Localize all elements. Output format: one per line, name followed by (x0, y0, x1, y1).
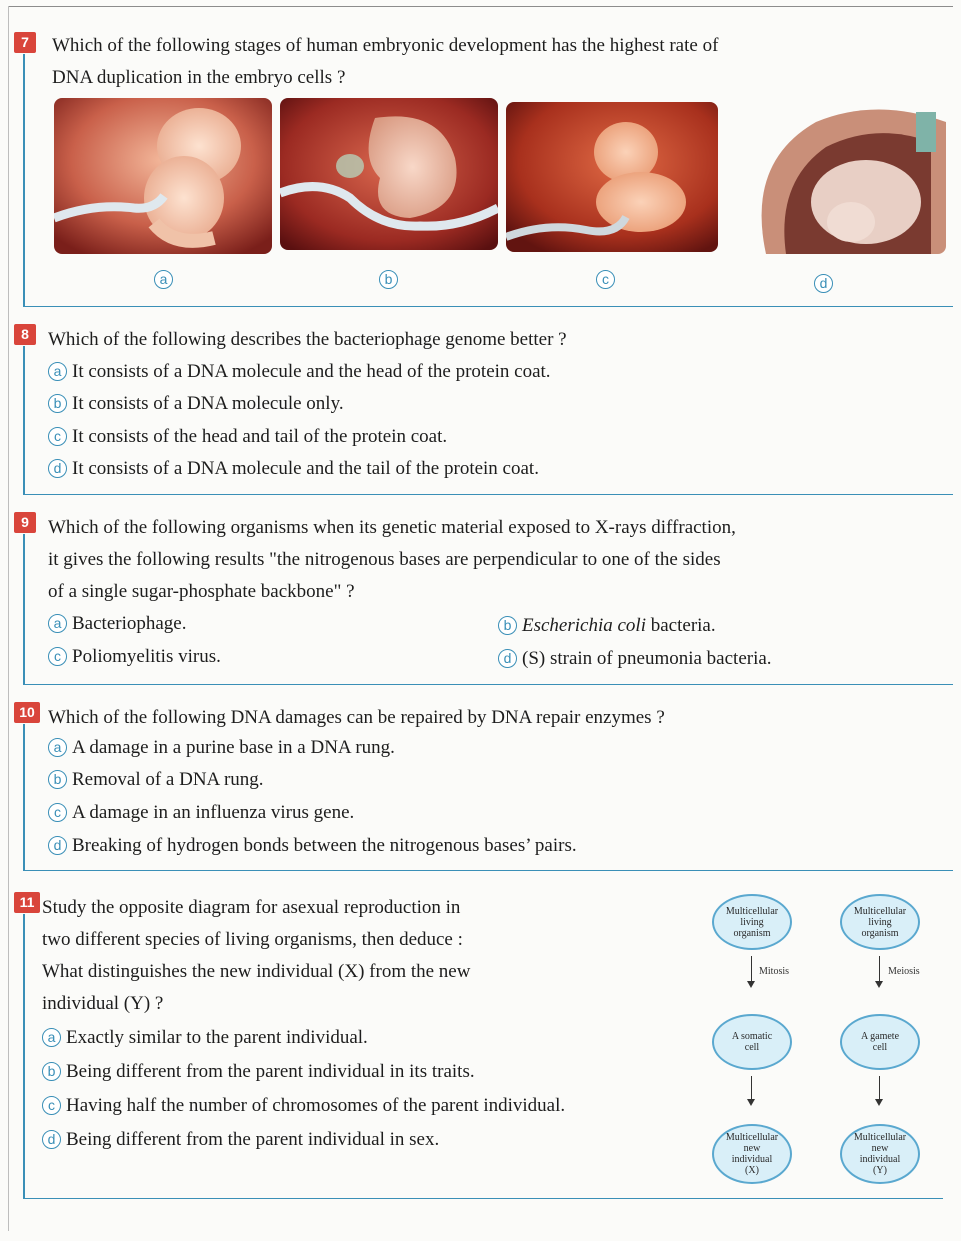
option-label-c[interactable] (596, 270, 620, 290)
question-rule-horizontal (23, 494, 953, 495)
option-c[interactable] (48, 641, 221, 673)
question-text (42, 892, 470, 1020)
option-badge: a (48, 738, 67, 757)
question-rule-vertical (23, 914, 25, 1198)
diagram-node-parent-left: Multicellular living organism (712, 894, 792, 950)
diagram-arrow-mitosis (751, 956, 752, 986)
option-badge: d (48, 836, 67, 855)
option-d[interactable] (498, 643, 772, 675)
question-8 (14, 322, 944, 500)
option-text: Removal of a DNA rung. (72, 769, 264, 790)
diagram-arrow-left (751, 1076, 752, 1104)
embryo-illustration (280, 98, 498, 250)
option-text: A damage in an influenza virus gene. (72, 802, 355, 823)
question-number-badge: 10 (14, 702, 40, 723)
option-b[interactable] (498, 610, 716, 642)
diagram-node-somatic-cell: A somatic cell (712, 1014, 792, 1070)
option-text: A damage in a purine base in a DNA rung. (72, 737, 395, 758)
embryo-photo-c[interactable] (506, 102, 718, 252)
option-badge: a (154, 270, 173, 289)
option-text: Breaking of hydrogen bonds between the nitrogenous bases’ pairs. (72, 835, 577, 856)
option-badge: a (48, 614, 67, 633)
option-c[interactable] (42, 1090, 565, 1122)
question-text-line: Which of the following organisms when its genetic material exposed to X-rays diffraction, (48, 517, 736, 538)
option-text: Having half the number of chromosomes of the parent individual. (66, 1095, 566, 1116)
option-c[interactable] (48, 797, 354, 829)
question-text (48, 512, 736, 608)
question-text-line: of a single sugar-phosphate backbone" ? (48, 581, 355, 602)
option-d[interactable] (48, 453, 539, 485)
option-badge: c (42, 1096, 61, 1115)
diagram-node-individual-x: Multicellular new individual (X) (712, 1124, 792, 1184)
option-text-italic: Escherichia coli (522, 615, 646, 636)
question-rule-vertical (23, 534, 25, 684)
question-text-line: DNA duplication in the embryo cells ? (52, 67, 346, 88)
option-badge: b (498, 616, 517, 635)
option-badge: c (596, 270, 615, 289)
option-text: Poliomyelitis virus. (72, 646, 221, 667)
option-badge: a (42, 1028, 61, 1047)
embryo-illustration (506, 102, 718, 252)
option-text: Bacteriophage. (72, 613, 187, 634)
option-label-b[interactable] (379, 270, 403, 290)
question-text-line: it gives the following results "the nitrogenous bases are perpendicular to one of the sides (48, 549, 721, 570)
question-text (52, 30, 718, 94)
option-text: Exactly similar to the parent individual. (66, 1027, 368, 1048)
question-text-line: individual (Y) ? (42, 993, 164, 1014)
option-badge: b (48, 770, 67, 789)
question-rule-vertical (23, 54, 25, 306)
diagram-node-parent-right: Multicellular living organism (840, 894, 920, 950)
question-text-line: Study the opposite diagram for asexual reproduction in (42, 897, 461, 918)
page-left-border (8, 6, 9, 1231)
option-a[interactable] (42, 1022, 368, 1054)
diagram-label-mitosis: Mitosis (759, 966, 790, 977)
option-badge: b (42, 1062, 61, 1081)
option-text: It consists of a DNA molecule and the tail of the protein coat. (72, 458, 539, 479)
question-text: Which of the following describes the bacteriophage genome better ? (48, 329, 567, 350)
option-label-d[interactable] (814, 274, 838, 294)
question-number-badge: 11 (14, 892, 40, 913)
option-badge: d (814, 274, 833, 293)
question-number-badge: 7 (14, 32, 36, 53)
diagram-node-gamete-cell: A gamete cell (840, 1014, 920, 1070)
option-text: bacteria. (646, 615, 716, 636)
question-text: Which of the following DNA damages can be repaired by DNA repair enzymes ? (48, 707, 665, 728)
option-b[interactable] (48, 388, 344, 420)
question-7 (14, 30, 944, 312)
option-badge: a (48, 362, 67, 381)
option-text: Being different from the parent individual in its traits. (66, 1061, 475, 1082)
option-badge: c (48, 427, 67, 446)
option-label-a[interactable] (154, 270, 178, 290)
question-9 (14, 510, 944, 690)
question-rule-vertical (23, 346, 25, 494)
option-a[interactable] (48, 732, 395, 764)
question-text-line: two different species of living organisms, then deduce : (42, 929, 463, 950)
question-rule-horizontal (23, 684, 953, 685)
fetus-in-uterus-illustration (726, 102, 946, 254)
question-text-line: Which of the following stages of human embryonic development has the highest rate of (52, 35, 719, 56)
question-number-badge: 9 (14, 512, 36, 533)
option-badge: d (48, 459, 67, 478)
question-11 (14, 890, 944, 1210)
question-rule-horizontal (23, 306, 953, 307)
option-c[interactable] (48, 421, 447, 453)
option-b[interactable] (48, 764, 264, 796)
option-badge: c (48, 803, 67, 822)
option-d[interactable] (42, 1124, 439, 1156)
option-text: It consists of a DNA molecule and the head of the protein coat. (72, 361, 551, 382)
question-10 (14, 700, 944, 876)
diagram-arrow-meiosis (879, 956, 880, 986)
option-badge: b (379, 270, 398, 289)
option-badge: b (48, 394, 67, 413)
option-text: Being different from the parent individual in sex. (66, 1129, 440, 1150)
option-text: (S) strain of pneumonia bacteria. (522, 648, 772, 669)
embryo-photo-a[interactable] (54, 98, 272, 254)
question-rule-vertical (23, 724, 25, 870)
option-badge: d (42, 1130, 61, 1149)
question-text-line: What distinguishes the new individual (X) from the new (42, 961, 471, 982)
option-d[interactable] (48, 830, 577, 862)
reproduction-diagram (704, 890, 944, 1200)
option-a[interactable] (48, 608, 186, 640)
option-badge: d (498, 649, 517, 668)
question-rule-horizontal (23, 870, 953, 871)
embryo-illustration (54, 98, 272, 254)
diagram-node-individual-y: Multicellular new individual (Y) (840, 1124, 920, 1184)
question-number-badge: 8 (14, 324, 36, 345)
diagram-label-meiosis: Meiosis (888, 966, 920, 977)
fetus-in-uterus-photo-d[interactable] (726, 102, 946, 254)
embryo-photo-b[interactable] (280, 98, 498, 250)
option-a[interactable] (48, 356, 551, 388)
option-b[interactable] (42, 1056, 475, 1088)
option-text: It consists of a DNA molecule only. (72, 393, 344, 414)
option-badge: c (48, 647, 67, 666)
diagram-arrow-right (879, 1076, 880, 1104)
page-top-border (8, 6, 953, 7)
option-text: It consists of the head and tail of the protein coat. (72, 426, 448, 447)
